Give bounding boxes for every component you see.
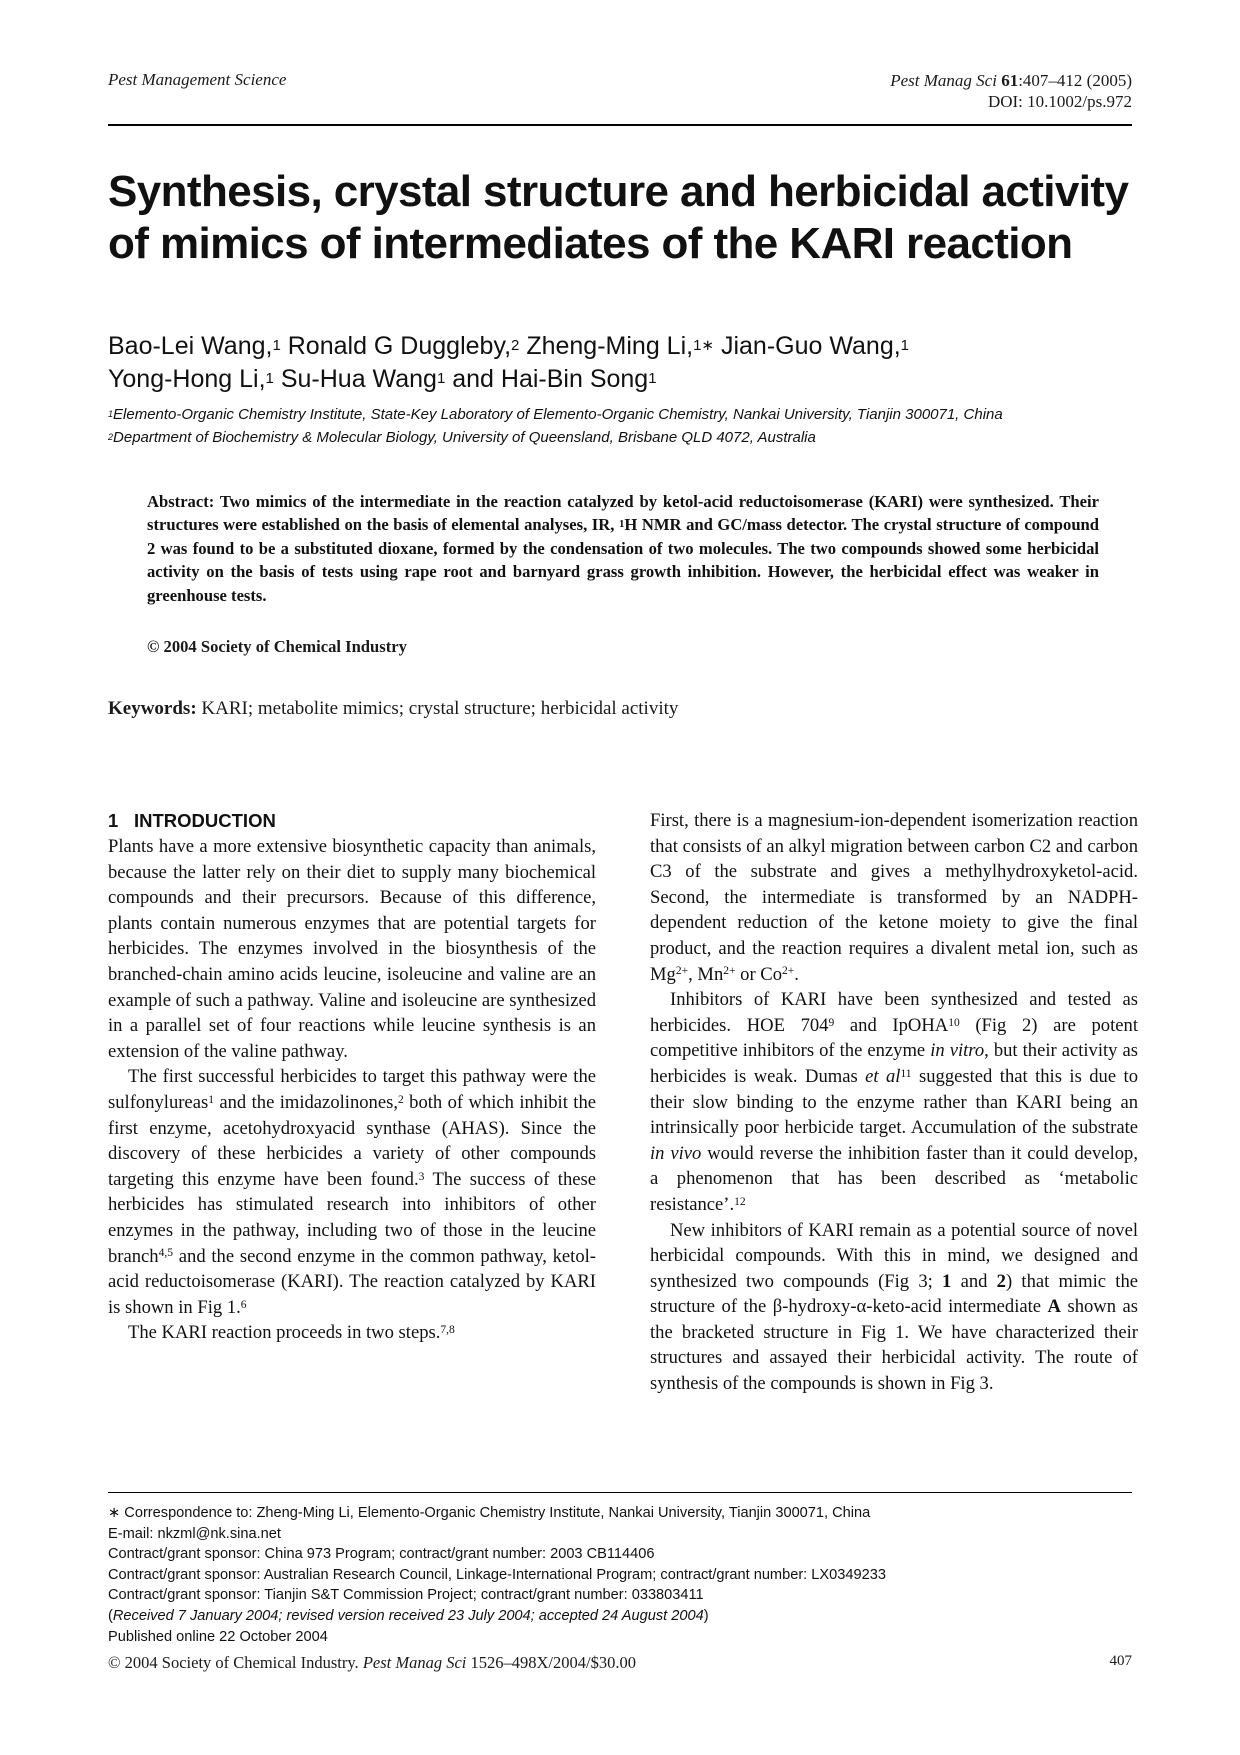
- abstract: [147, 490, 1099, 607]
- email-note: E-mail: nkzml@nk.sina.net: [108, 1525, 281, 1542]
- grant-sponsor: Contract/grant sponsor: Australian Research Council, Linkage-International Program; contract/grant number: LX0349233: [108, 1566, 886, 1583]
- footnotes: [108, 1492, 1132, 1647]
- italic-run: et al: [865, 1065, 901, 1087]
- text-run: First, there is a magnesium-ion-dependent isomerization reaction that consists of an alkyl migration between carbon C2 and carbon C3 of the substrate and gives a methylhydroxyketol-acid. Second, the intermediate is transformed by an NADPH-dependent reduction of the ketone moiety to give the final product, and the reaction requires a divalent metal ion, such as Mg: [650, 810, 1138, 985]
- right-column: [650, 808, 1138, 1397]
- text-run: shown as the bracketed structure in Fig 1. We have characterized their structures and assayed their herbicidal activity. The route of synthesis of the compounds is shown in Fig 3.: [650, 1296, 1138, 1395]
- text-run: New inhibitors of KARI remain as a potential source of novel herbicidal compounds. With this in mind, we designed and synthesized two compounds (Fig 3;: [650, 1219, 1138, 1292]
- text-run: (Fig 2) are potent competitive inhibitors of the enzyme: [650, 1014, 1138, 1062]
- article-title: Synthesis, crystal structure and herbicidal activity of mimics of intermediates of the KARI reaction: [108, 167, 1129, 268]
- author: Su-Hua Wang: [280, 365, 437, 393]
- author-list: [108, 330, 1138, 396]
- author-affiliation-mark: 1: [265, 370, 274, 388]
- charge-superscript: 2+: [723, 965, 736, 978]
- received-dates: (Received 7 January 2004; revised version received 23 July 2004; accepted 24 August 2004): [108, 1607, 709, 1624]
- italic-run: in vivo: [650, 1142, 702, 1164]
- text-run: , but their activity as herbicides is weak. Dumas: [650, 1040, 1138, 1087]
- intermediate-label: A: [1047, 1296, 1061, 1318]
- keywords-text: KARI; metabolite mimics; crystal structure; herbicidal activity: [201, 698, 679, 719]
- footer-issn: 1526–498X/2004/$30.00: [470, 1653, 636, 1672]
- received-text: Received 7 January 2004; revised version received 23 July 2004; accepted 24 August 2004: [112, 1607, 704, 1624]
- text-run: and: [951, 1270, 997, 1292]
- reference-mark: 12: [734, 1195, 746, 1208]
- text-run: .: [794, 963, 799, 985]
- charge-superscript: 2+: [675, 965, 689, 978]
- body-paragraph: Plants have a more extensive biosynthetic capacity than animals, because the latter rely on their diet to supply many biochemical compounds and their precursors. Because of this difference, plants contain numerous enzymes that are potential targets for herbicides. The enzymes involved in the biosynthesis of the branched-chain amino acids leucine, isoleucine and valine are an example of such a pathway. Valine and isoleucine are synthesized in a parallel set of four reactions while leucine synthesis is an extension of the valine pathway.: [108, 836, 596, 1062]
- text-run: ) that mimic the structure of the β-hydroxy-α-keto-acid intermediate: [650, 1270, 1138, 1318]
- section-title: INTRODUCTION: [134, 810, 276, 831]
- author-affiliation-mark: 2: [511, 337, 520, 355]
- abstract-text: Two mimics of the intermediate in the reaction catalyzed by ketol-acid reductoisomerase (KARI) were synthesized. Their structures were established on the basis of elemental analyses, IR,: [147, 492, 1099, 535]
- body-paragraph: [650, 987, 1138, 1217]
- author: Yong-Hong Li,: [108, 365, 266, 393]
- body-paragraph-continued: [650, 808, 1138, 987]
- author: Bao-Lei Wang,: [108, 332, 273, 360]
- affiliation: [108, 428, 1148, 448]
- abstract-label: Abstract:: [147, 492, 215, 511]
- affiliation: [108, 405, 1148, 425]
- doi: DOI: 10.1002/ps.972: [987, 92, 1132, 111]
- text-run: and the imidazolinones,: [213, 1091, 398, 1113]
- reference-mark: 6: [240, 1298, 247, 1311]
- compound-number: 2: [996, 1270, 1006, 1292]
- reference-mark: 11: [900, 1067, 912, 1080]
- left-column: [108, 808, 596, 1346]
- reference-mark: 4,5: [158, 1247, 173, 1260]
- text-run: Inhibitors of KARI have been synthesized and tested as herbicides. HOE 704: [650, 989, 1138, 1036]
- author: Hai-Bin Song: [500, 365, 649, 393]
- text-run: , Mn: [688, 963, 724, 985]
- author: Ronald G Duggleby,: [287, 332, 512, 360]
- footer-journal: Pest Manag Sci: [362, 1653, 467, 1672]
- reference-mark: 3: [418, 1170, 425, 1183]
- abstract-text: H NMR and GC/mass detector. The crystal structure of compound 2 was found to be a substituted dioxane, formed by the condensation of two molecules. The two compounds showed some herbicidal activity on the basis of tests using rape root and barnyard grass growth inhibition. However, the herbicidal effect was weaker in greenhouse tests.: [147, 515, 1100, 605]
- author-affiliation-mark: 1: [648, 370, 657, 388]
- reference-mark: 2: [397, 1093, 404, 1106]
- text-run: The success of these herbicides has stimulated research into inhibitors of other enzymes in the pathway, including two of those in the leucine branch: [108, 1168, 596, 1267]
- published-date: Published online 22 October 2004: [108, 1628, 328, 1645]
- section-number: 1: [108, 810, 119, 831]
- correspondence-note: ∗ Correspondence to: Zheng-Ming Li, Elemento-Organic Chemistry Institute, Nankai University, Tianjin 300071, China: [108, 1505, 871, 1521]
- citation-line: [890, 70, 1132, 91]
- text-run: would reverse the inhibition faster than it could develop, a phenomenon that has been described as ‘metabolic resistance’.: [650, 1142, 1138, 1215]
- citation-pages: :407–412 (2005): [1018, 71, 1132, 90]
- author: Zheng-Ming Li,: [526, 332, 694, 360]
- citation-block: [890, 70, 1132, 112]
- footer-copyright-text: © 2004 Society of Chemical Industry.: [108, 1653, 359, 1672]
- abstract-superscript: 1: [619, 517, 625, 530]
- grant-sponsor: Contract/grant sponsor: Tianjin S&T Commission Project; contract/grant number: 033803411: [108, 1587, 704, 1604]
- keywords: [108, 697, 678, 721]
- author: Jian-Guo Wang,: [720, 332, 901, 360]
- text-run: The first successful herbicides to target this pathway were the sulfonylureas: [108, 1066, 596, 1113]
- footer-copyright: [108, 1653, 636, 1673]
- section-heading: [108, 808, 596, 833]
- body-paragraph: [108, 1064, 596, 1320]
- page-number: 407: [1109, 1653, 1132, 1669]
- italic-run: in vitro: [930, 1040, 985, 1062]
- text-run: and the second enzyme in the common pathway, ketol-acid reductoisomerase (KARI). The reaction catalyzed by KARI is shown in Fig 1.: [108, 1245, 596, 1318]
- text-run: both of which inhibit the first enzyme, acetohydroxyacid synthase (AHAS). Since the discovery of these herbicides a variety of other compounds targeting this enzyme have been found.: [108, 1091, 597, 1190]
- text-run: The KARI reaction proceeds in two steps.: [128, 1322, 441, 1344]
- reference-mark: 9: [828, 1016, 835, 1029]
- reference-mark: 10: [948, 1016, 960, 1029]
- text-run: or Co: [735, 963, 782, 985]
- abstract-copyright: © 2004 Society of Chemical Industry: [147, 637, 407, 656]
- body-paragraph: [108, 1320, 596, 1346]
- affiliation-number: 1: [108, 408, 114, 419]
- affiliation-text: Elemento-Organic Chemistry Institute, State-Key Laboratory of Elemento-Organic Chemistry, Nankai University, Tianjin 300071, China: [113, 406, 1003, 423]
- text-run: suggested that this is due to their slow binding to the enzyme rather than KARI being an intrinsically poor herbicide target. Accumulation of the substrate: [650, 1065, 1138, 1139]
- body-paragraph: [650, 1218, 1138, 1397]
- citation-volume: 61: [1001, 71, 1019, 90]
- journal-name: Pest Management Science: [108, 70, 287, 89]
- affiliation-text: Department of Biochemistry & Molecular Biology, University of Queensland, Brisbane QLD 4072, Australia: [113, 429, 816, 446]
- text-run: and IpOHA: [834, 1014, 949, 1036]
- running-head: [108, 68, 1132, 126]
- author-affiliation-mark: 1: [900, 337, 910, 355]
- keywords-label: Keywords:: [108, 698, 197, 719]
- author-affiliation-mark: 1∗: [693, 337, 714, 355]
- affiliation-number: 2: [108, 431, 114, 442]
- compound-number: 1: [942, 1270, 952, 1292]
- charge-superscript: 2+: [782, 965, 795, 978]
- author-conjunction: and: [452, 365, 494, 393]
- grant-sponsor: Contract/grant sponsor: China 973 Program; contract/grant number: 2003 CB114406: [108, 1546, 655, 1563]
- reference-mark: 7,8: [440, 1324, 455, 1337]
- citation-journal: Pest Manag Sci: [890, 71, 997, 90]
- author-affiliation-mark: 1: [272, 337, 281, 355]
- author-affiliation-mark: 1: [436, 370, 446, 388]
- reference-mark: 1: [208, 1093, 214, 1106]
